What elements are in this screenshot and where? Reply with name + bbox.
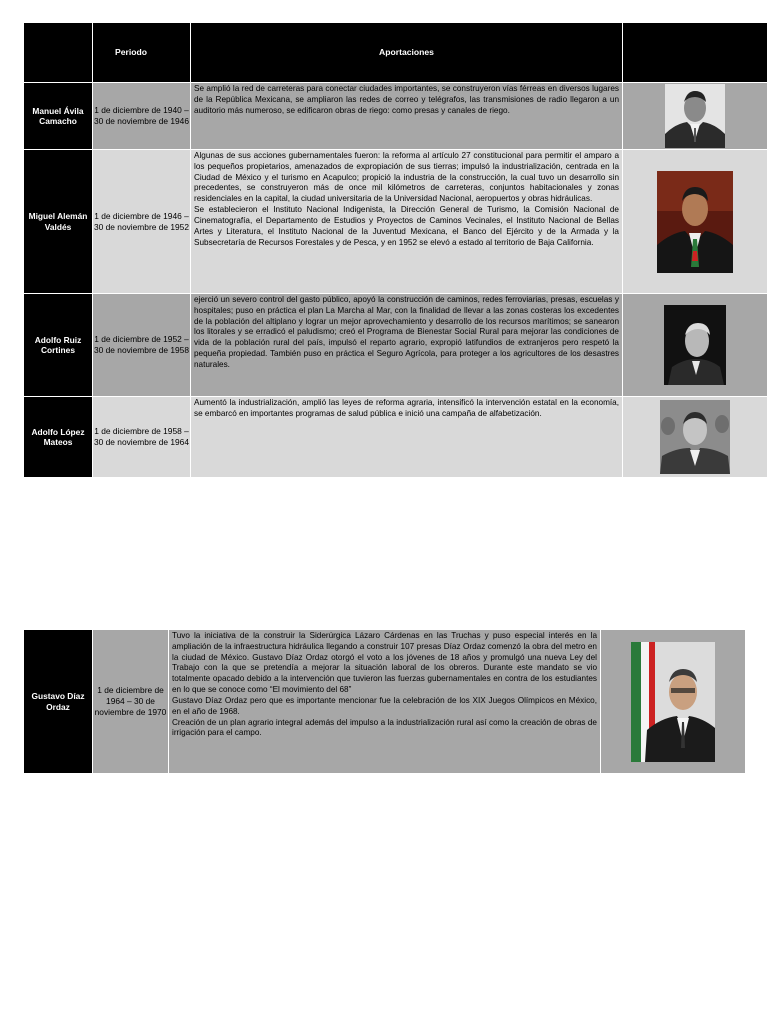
president-aportaciones: Aumentó la industrialización, amplió las leyes de reforma agraria, intensificó la intervención estatal en la economía, se embarcó en importantes programas de salud pública e inició una campaña de alfabetización. xyxy=(191,397,623,478)
president-aportaciones: ejerció un severo control del gasto público, apoyó la construcción de caminos, redes ferroviarias, presas, escuelas y hospitales; puso en práctica el plan La Marcha al Mar, con la finalidad de llevar a las zonas costeras los excedentes de la población del altiplano y lograr un mejor aprovechamiento y desarrollo de los recursos marítimos; se sanearon los litorales y se erradicó el paludismo; creó el Programa de Bienestar Social Rural para mejorar las condiciones de vida de la población rural del país, impulsó el reparto agrario, expropió latifundios de extranjeros pero respetó la pequeña propiedad. También puso en práctica el Seguro Agrícola, para proteger a los agricultores de los desastres naturales. xyxy=(191,294,623,397)
portrait-image xyxy=(657,171,733,273)
table-header-row xyxy=(24,23,768,83)
table-row xyxy=(24,397,768,478)
president-name: Adolfo Ruiz Cortines xyxy=(24,294,93,397)
header-empty-cell xyxy=(24,23,93,83)
presidents-table xyxy=(23,22,768,478)
president-name: Gustavo Díaz Ordaz xyxy=(24,630,93,774)
portrait-image xyxy=(664,305,726,385)
portrait-cell xyxy=(623,150,768,294)
portrait-cell xyxy=(623,83,768,150)
president-period: 1 de diciembre de 1964 – 30 de noviembre de 1970 xyxy=(93,630,169,774)
president-name: Adolfo López Mateos xyxy=(24,397,93,478)
header-period: Periodo xyxy=(93,23,191,83)
president-period: 1 de diciembre de 1958 – 30 de noviembre de 1964 xyxy=(93,397,191,478)
president-name: Miguel Alemán Valdés xyxy=(24,150,93,294)
table-row xyxy=(24,150,768,294)
aportaciones-paragraph: Algunas de sus acciones gubernamentales fueron: la reforma al artículo 27 constitucional para permitir el amparo a los pequeños propietarios, amenazados de expropiación de sus tierras; impulsó la industrialización, centrada en la Ciudad de México y el turismo en Acapulco; propició la industria de la construcción, la cual tuvo un desarrollo sin precedentes, se construyeron más de once mil kilómetros de carreteras, conjuntos habitacionales y zonas residenciales en la capital, la ciudad universitaria de la Universidad Nacional, aeropuertos y obras hidráulicas. xyxy=(194,151,619,204)
header-image-cell xyxy=(623,23,768,83)
portrait-cell xyxy=(623,294,768,397)
president-aportaciones xyxy=(191,150,623,294)
aportaciones-paragraph: Tuvo la iniciativa de la construir la Siderúrgica Lázaro Cárdenas en las Truchas y puso especial interés en la ampliación de la infraestructura hidráulica llegando a construir 107 presas Díaz Ordaz comenzó la obra del metro en la ciudad de México. Gustavo Díaz Ordaz otorgó el voto a los jóvenes de 18 años y promulgó una nueva Ley del Trabajo con la que se pretendía a mejorar la situación laboral de los obreros. Durante este mandato se vio totalmente opacado debido a la intervención que tuvieron las fuerzas gubernamentales en contra de los estudiantes en lo que se conoce como “El movimiento del 68” xyxy=(172,631,597,695)
header-aportaciones: Aportaciones xyxy=(191,23,623,83)
portrait-cell xyxy=(623,397,768,478)
table-row xyxy=(24,83,768,150)
president-aportaciones: Se amplió la red de carreteras para conectar ciudades importantes, se construyeron vías férreas en diversos lugares de la República Mexicana, se ampliaron las redes de correo y telégrafos, las transmisiones de radio llegaron a un auditorio más numeroso, se edificaron obras de riego: como presas y canales de riego. xyxy=(191,83,623,150)
aportaciones-paragraph: Gustavo Díaz Ordaz pero que es importante mencionar fue la celebración de los XIX Juegos Olímpicos en México, en el año de 1968. xyxy=(172,695,597,716)
presidents-table-continued xyxy=(23,629,746,774)
aportaciones-paragraph: Se establecieron el Instituto Nacional Indigenista, la Dirección General de Turismo, la Comisión Nacional de Cinematografía, el Departamento de Estudios y Proyectos de Caminos Vecinales, el Instituto Nacional de Bellas Artes y Literatura, el Instituto Nacional de la Juventud Mexicana, el Banco del Ejército y de la Armada y la Subsecretaría de Recursos Forestales y de Pesca, y en 1952 se elevó a estado al territorio de Baja California. xyxy=(194,205,619,247)
president-period: 1 de diciembre de 1946 – 30 de noviembre de 1952 xyxy=(93,150,191,294)
portrait-image xyxy=(631,642,715,762)
president-period: 1 de diciembre de 1952 – 30 de noviembre de 1958 xyxy=(93,294,191,397)
president-name: Manuel Ávila Camacho xyxy=(24,83,93,150)
president-period: 1 de diciembre de 1940 – 30 de noviembre de 1946 xyxy=(93,83,191,150)
president-aportaciones xyxy=(169,630,601,774)
table-row xyxy=(24,630,746,774)
aportaciones-paragraph: Creación de un plan agrario integral además del impulso a la industrialización rural así como la creación de obras de irrigación para el campo. xyxy=(172,717,597,738)
portrait-cell xyxy=(601,630,746,774)
portrait-image xyxy=(660,400,730,474)
table-row xyxy=(24,294,768,397)
portrait-image xyxy=(665,84,725,148)
